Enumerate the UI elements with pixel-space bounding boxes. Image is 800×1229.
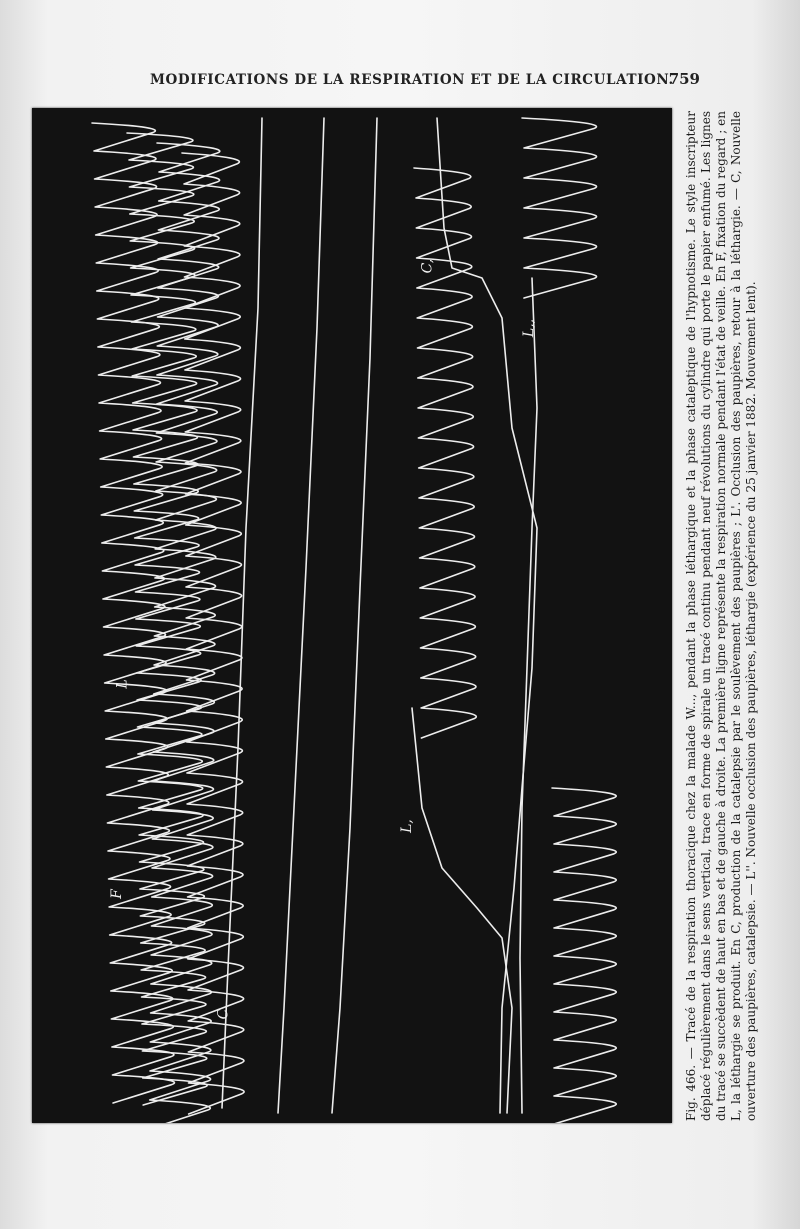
- trace-lethargy-5: [520, 278, 537, 1113]
- trace-lethargy-1: [222, 118, 262, 1108]
- trace-catalepsy-3: [552, 788, 616, 1123]
- label-l-prime: L,: [398, 819, 415, 833]
- trace-transition: [437, 118, 537, 1113]
- page-number: 759: [668, 70, 700, 88]
- trace-catalepsy-1: [414, 168, 476, 738]
- label-f: F: [108, 889, 125, 899]
- trace-catalepsy-2: [522, 118, 597, 298]
- figure-caption-area: [682, 108, 770, 1123]
- label-l: L: [114, 679, 131, 689]
- caption-text: Fig. 466. — Tracé de la respiration thoracique chez la malade W..., pendant la phase léthargique et la phase cataleptique de l'hypnotisme. Le style inscripteur déplacé régulièrement dans le sens vertical, trace en forme de spirale un tracé continu pendant neuf révolutions du cylindre qui porte le papier enfumé. Les lignes du tracé se succèdent de haut en bas et de gauche à droite. La première ligne représente la respiration normale pendant l'état de veille. En F, fixation du regard ; en L, la léthargie se produit. En C, production de la catalepsie par le soulèvement des paupières ; L'. Occlusion des paupières, retour à la léthargie. — C, Nouvelle ouverture des paupières, catalepsie. — L''. Nouvelle occlusion des paupières, léthargie (expérience du 25 janvier 1882. Mouvement lent).: [684, 110, 758, 1121]
- label-l-double-prime: L,,: [521, 318, 538, 338]
- figure-caption: [684, 111, 768, 1121]
- trace-lethargy-3: [332, 118, 377, 1113]
- label-c-prime: C,: [419, 258, 436, 274]
- trace-wake-4: [182, 153, 244, 1114]
- running-head: MODIFICATIONS DE LA RESPIRATION ET DE LA CIRCULATION.: [150, 72, 674, 88]
- page-header: [150, 68, 710, 92]
- label-c: C: [215, 1008, 232, 1020]
- trace-lethargy-2: [278, 118, 324, 1113]
- trace-lethargy-4: [412, 708, 512, 1113]
- respiration-tracing-plate: [32, 108, 672, 1123]
- tracing-lines: [32, 108, 672, 1123]
